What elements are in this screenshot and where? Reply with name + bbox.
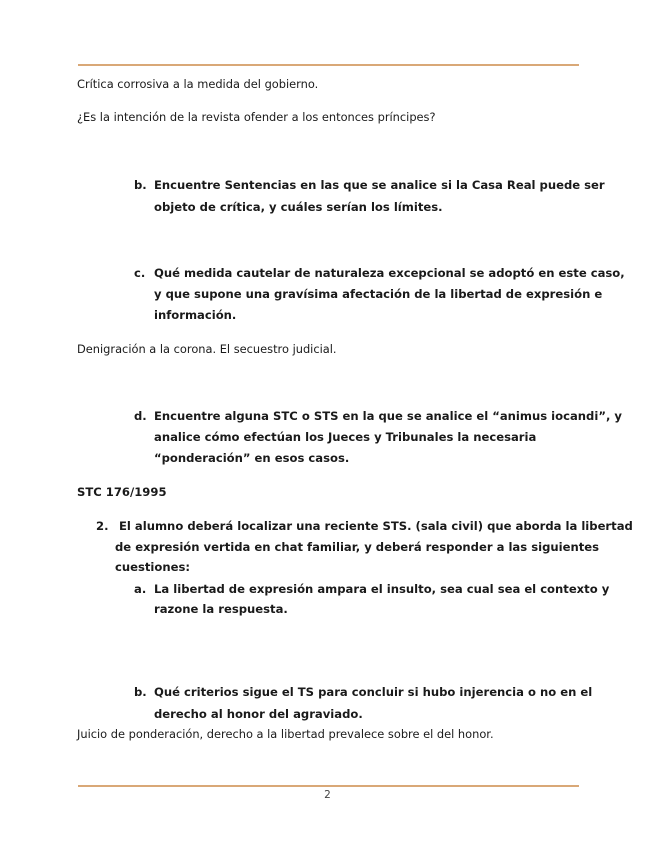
list-item-line: Qué medida cautelar de naturaleza excepcional se adoptó en este caso, <box>154 266 625 280</box>
list-item-line: Encuentre alguna STC o STS en la que se analice el “animus iocandi”, y <box>154 409 622 423</box>
list-marker: 2. <box>96 519 109 533</box>
list-item-line: El alumno deberá localizar una reciente STS. (sala civil) que aborda la libertad <box>119 519 633 533</box>
list-item-line: y que supone una gravísima afectación de la libertad de expresión e <box>154 287 603 301</box>
list-item-line: derecho al honor del agraviado. <box>154 707 363 721</box>
paragraph-juicio: Juicio de ponderación, derecho a la libertad prevalece sobre el del honor. <box>77 727 494 741</box>
paragraph-stc: STC 176/1995 <box>77 485 167 499</box>
list-item-line: información. <box>154 308 237 322</box>
paragraph-denigracion: Denigración a la corona. El secuestro judicial. <box>77 342 337 356</box>
list-item-line: Qué criterios sigue el TS para concluir si hubo injerencia o no en el <box>154 685 593 699</box>
footer-rule <box>78 785 579 787</box>
list-marker: c. <box>134 266 146 280</box>
list-marker: d. <box>134 409 147 423</box>
list-item-line: La libertad de expresión ampara el insulto, sea cual sea el contexto y <box>154 582 610 596</box>
list-marker: b. <box>134 685 147 699</box>
paragraph-critica: Crítica corrosiva a la medida del gobierno. <box>77 77 319 91</box>
list-marker: b. <box>134 178 147 192</box>
list-item-line: analice cómo efectúan los Jueces y Tribunales la necesaria <box>154 430 537 444</box>
list-item-line: cuestiones: <box>115 560 191 574</box>
page-number: 2 <box>324 789 331 801</box>
paragraph-question: ¿Es la intención de la revista ofender a los entonces príncipes? <box>77 110 436 124</box>
list-marker: a. <box>134 582 147 596</box>
header-rule <box>78 64 579 66</box>
list-item-line: “ponderación” en esos casos. <box>154 451 350 465</box>
list-item-line: razone la respuesta. <box>154 602 288 616</box>
list-item-line: Encuentre Sentencias en las que se analice si la Casa Real puede ser <box>154 178 605 192</box>
list-item-line: de expresión vertida en chat familiar, y deberá responder a las siguientes <box>115 540 600 554</box>
list-item-line: objeto de crítica, y cuáles serían los límites. <box>154 200 443 214</box>
